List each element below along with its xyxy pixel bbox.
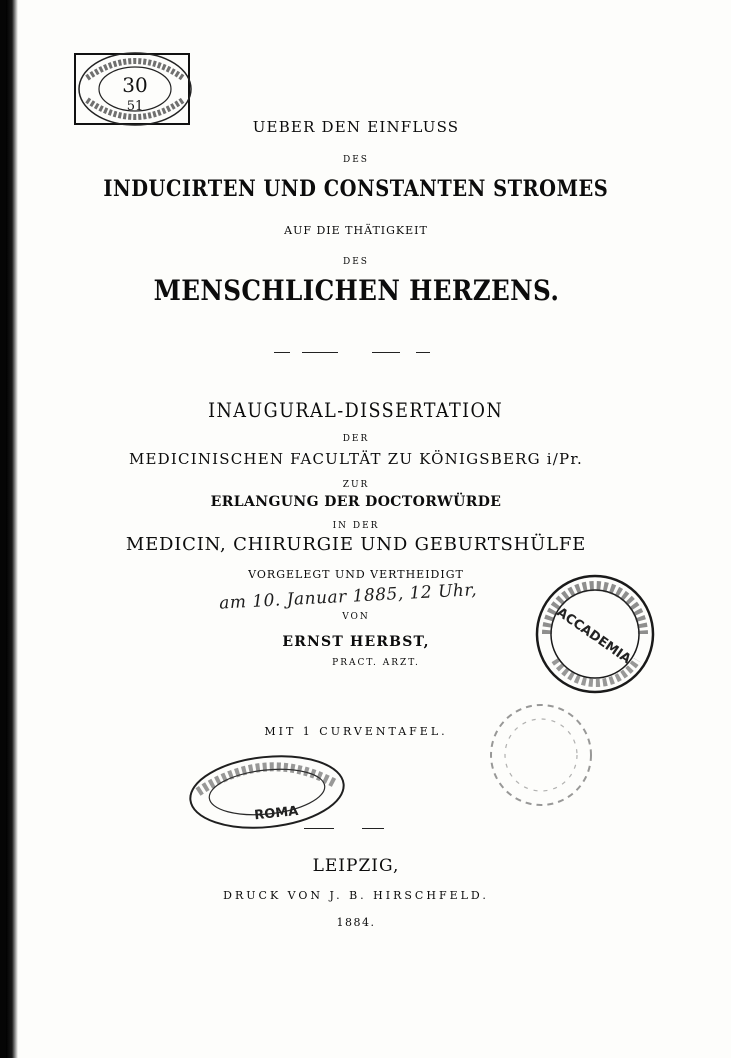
scan-shadow-edge: [6, 0, 18, 1058]
author-name: ERNST HERBST,: [282, 634, 430, 650]
imprint-city: LEIPZIG,: [312, 856, 400, 876]
author-title: PRACT. ARZT.: [332, 658, 420, 668]
divider-2: [302, 352, 338, 353]
divider-6: [362, 828, 384, 829]
dissertation-in-der: IN DER: [332, 521, 380, 531]
divider-5: [304, 828, 334, 829]
faint-stamp-icon: [486, 700, 596, 810]
imprint-printer: DRUCK VON J. B. HIRSCHFELD.: [223, 889, 489, 902]
title-line-3-text: INDUCIRTEN UND CONSTANTEN STROMES: [103, 176, 609, 202]
divider-4: [416, 352, 430, 353]
dissertation-zur: ZUR: [342, 480, 370, 490]
stamp-subnumber: 51: [126, 99, 144, 114]
faculty-line: MEDICINISCHEN FACULTÄT ZU KÖNIGSBERG i/Pr.: [128, 450, 584, 468]
imprint-year: 1884.: [336, 916, 376, 929]
handwritten-date: am 10. Januar 1885, 12 Uhr,: [218, 580, 478, 614]
oval-stamp-text: ROMA: [253, 803, 300, 824]
academy-stamp-text: ACCADEMIA: [553, 605, 634, 668]
divider-3: [372, 352, 400, 353]
degree-line: ERLANGUNG DER DOCTORWÜRDE: [210, 494, 502, 510]
academy-stamp-icon: [533, 572, 657, 696]
divider-1: [274, 352, 290, 353]
title-line-4: AUF DIE THÄTIGKEIT: [284, 224, 428, 237]
title-line-1: UEBER DEN EINFLUSS: [252, 118, 460, 136]
discipline-line: MEDICIN, CHIRURGIE UND GEBURTSHÜLFE: [125, 534, 587, 555]
oval-stamp-icon: [186, 752, 348, 832]
dissertation-heading: [46, 398, 666, 422]
stamp-number: 30: [122, 73, 148, 97]
plate-note: MIT 1 CURVENTAFEL.: [264, 725, 448, 738]
defended-line: VORGELEGT UND VERTHEIDIGT: [248, 568, 464, 581]
dissertation-der: DER: [342, 434, 370, 444]
title-line-5: DES: [343, 257, 369, 267]
title-line-2: DES: [343, 155, 369, 165]
title-line-6: [46, 274, 666, 307]
dissertation-von: VON: [342, 612, 370, 622]
title-line-3: [46, 176, 666, 202]
dissertation-heading-text: INAUGURAL-DISSERTATION: [208, 398, 504, 422]
title-line-6-text: MENSCHLICHEN HERZENS.: [153, 274, 559, 307]
